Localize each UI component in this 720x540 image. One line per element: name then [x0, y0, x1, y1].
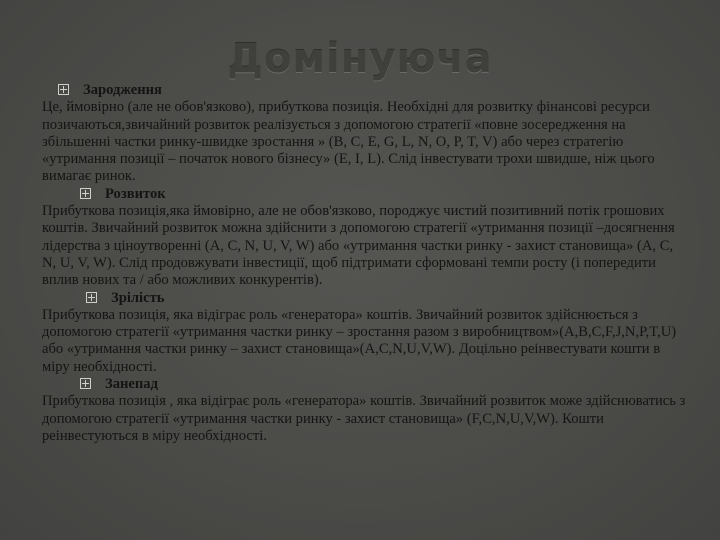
boxed-plus-bullet-icon [80, 378, 91, 389]
boxed-plus-bullet-icon [86, 292, 97, 303]
slide-body [42, 82, 687, 445]
boxed-plus-bullet-icon [80, 188, 91, 199]
section-text-zanepad: Прибуткова позиція , яка відіграє роль «генератора» коштів. Звичайний розвиток може здійснюватись з допомогою стратегії «утримання частки ринку - захист становища» (F,C,N,U,V,W). Кошти реінвестуються в міру необхідності. [42, 393, 686, 444]
section-heading-zarodzhennia [42, 82, 687, 99]
section-heading-label: Зародження [83, 82, 162, 98]
section-text-zarodzhennia: Це, ймовірно (але не обов'язково), прибуткова позиція. Необхідні для розвитку фінансові ресурси позичаються,звичайний розвиток реалізується з допомогою стратегії «повне зосередження на збільшенні частки ринку-швидке зростання » (B, C, E, G, L, N, O, P, T, V) або через стратегію «утримання позиції – початок нового бізнесу» (E, I, L). Слід інвестувати трохи швидше, ніж цього вимагає ринок. [42, 99, 655, 185]
section-heading-label: Занепад [105, 376, 158, 393]
section-heading-label: Розвиток [105, 185, 166, 202]
section-heading-rozvytok [42, 186, 687, 203]
section-heading-label: Зрілість [111, 289, 165, 306]
section-text-rozvytok: Прибуткова позиція,яка ймовірно, але не обов'язково, породжує чистий позитивний потік грошових коштів. Звичайний розвиток можна здійснити з допомогою стратегії «утримання позиції –досягнення лідерства з ціноутворенні (A, C, N, U, V, W) або «утримання частки ринку - захист становища» (A, C, N, U, V, W). Слід продовжувати інвестиції, щоб підтримати сформовані темпи росту (і попередити вплив нових та / або можливих конкурентів). [42, 203, 675, 289]
section-text-zrilist: Прибуткова позиція, яка відіграє роль «генератора» коштів. Звичайний розвиток здійснюється з допомогою стратегії «утримання частки ринку – зростання разом з виробництвом»(A,B,C,F,J,N,P,T,U) або «утримання частки ринку – захист становища»(A,C,N,U,V,W). Доцільно реінвестувати кошти в міру необхідності. [42, 306, 677, 375]
section-heading-zrilist [42, 290, 687, 307]
boxed-plus-bullet-icon [58, 84, 69, 95]
section-heading-zanepad [42, 376, 687, 393]
slide-title: Домінуюча [227, 36, 493, 82]
